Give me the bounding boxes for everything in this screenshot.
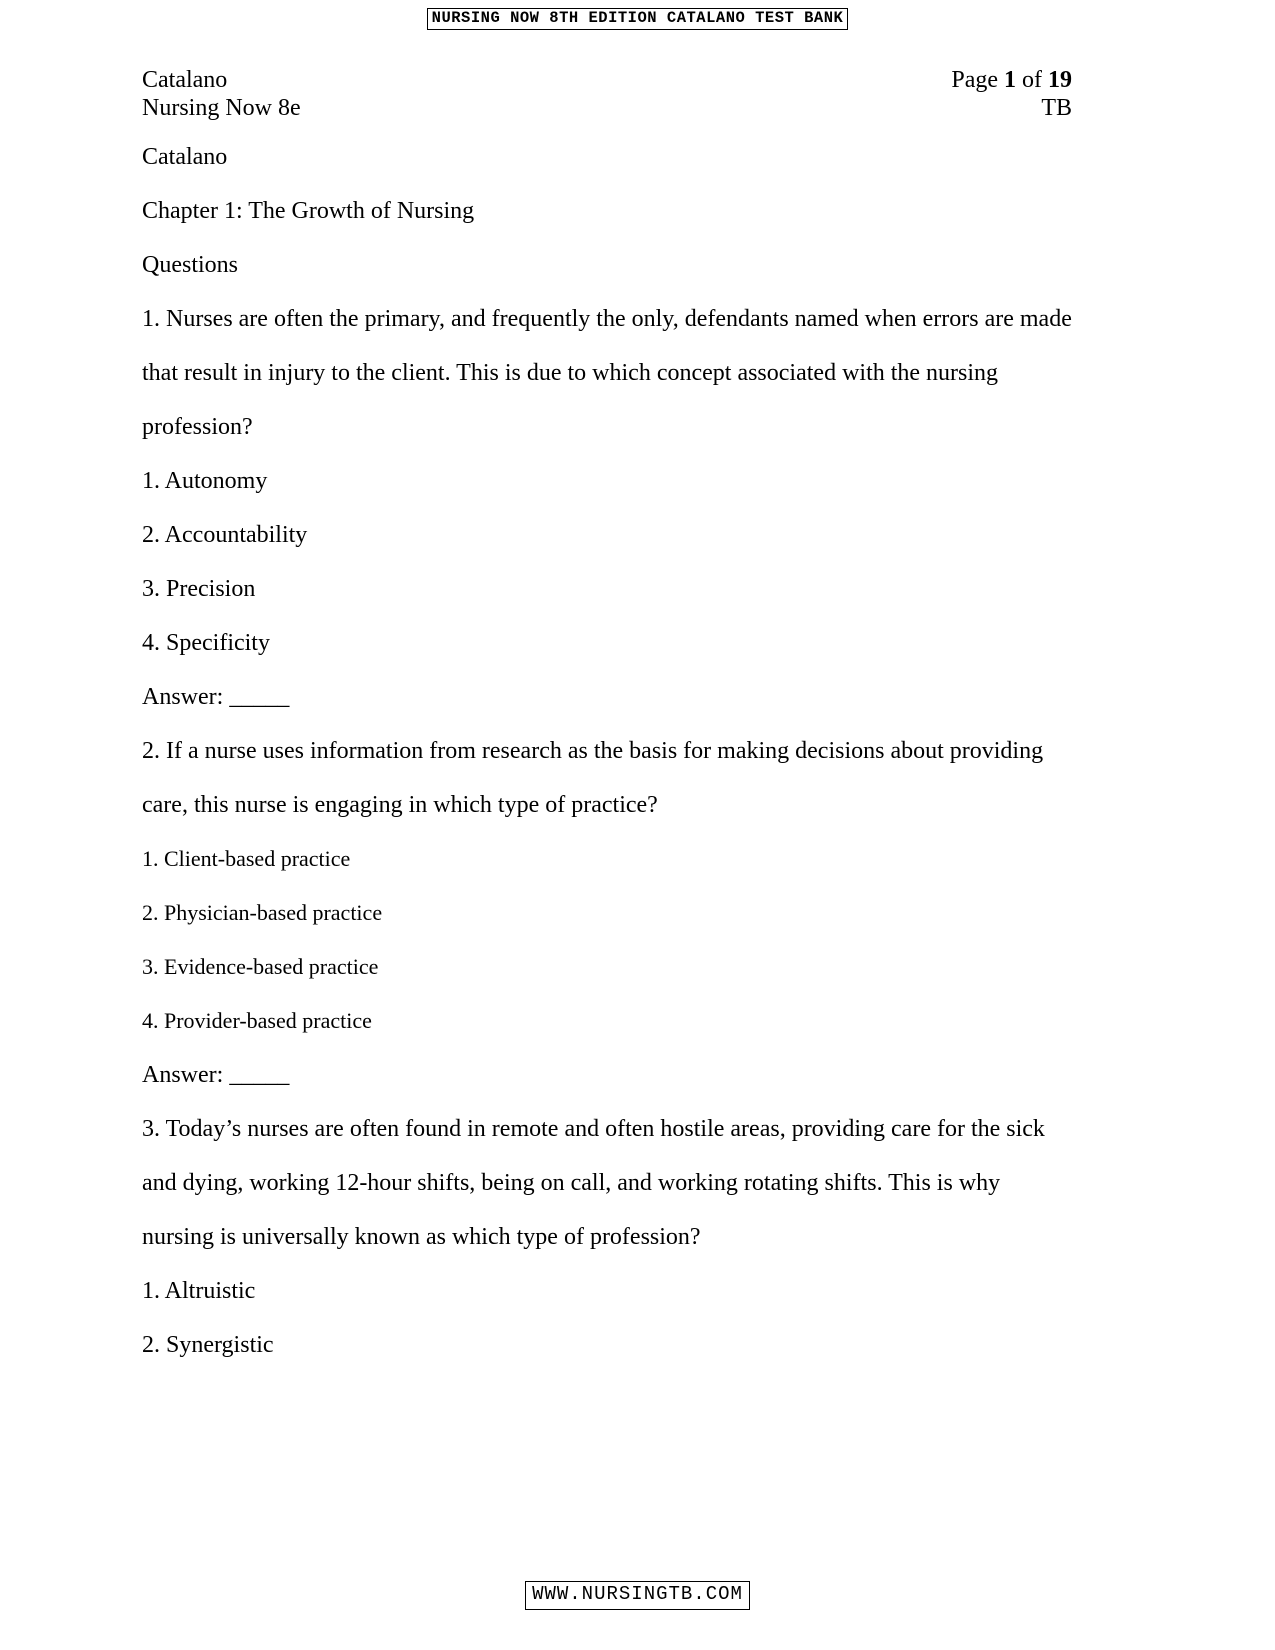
question-2-stem: 2. If a nurse uses information from research as the basis for making decisions about providing care, this nurse is engaging in which type of practice? (142, 738, 1044, 818)
header-row-2 (142, 94, 1072, 122)
question-3-option-2: 2. Synergistic (142, 1332, 274, 1358)
top-banner-text: NURSING NOW 8TH EDITION CATALANO TEST BANK (427, 8, 849, 30)
top-banner (0, 8, 1275, 30)
question-2-option-4: 4. Provider-based practice (142, 1008, 372, 1033)
question-1-option-2: 2. Accountability (142, 522, 308, 548)
question-1-option-4: 4. Specificity (142, 630, 270, 656)
question-1-option-3: 3. Precision (142, 576, 256, 602)
question-3-option-1: 1. Altruistic (142, 1278, 256, 1304)
page-total: 19 (1048, 67, 1072, 93)
header-doctype: TB (1041, 95, 1072, 121)
page-prefix: Page (951, 67, 1004, 93)
header-author: Catalano (142, 67, 228, 93)
question-2-answer-line: Answer: _____ (142, 1062, 290, 1088)
chapter-title: Chapter 1: The Growth of Nursing (142, 198, 475, 224)
footer (0, 1581, 1275, 1610)
document-body (142, 66, 1072, 1372)
page-number: 1 (1004, 67, 1016, 93)
header-booktitle: Nursing Now 8e (142, 95, 301, 121)
question-2-option-3: 3. Evidence-based practice (142, 954, 379, 979)
question-2-option-2: 2. Physician-based practice (142, 900, 383, 925)
footer-url[interactable]: WWW.NURSINGTB.COM (525, 1581, 750, 1610)
page-indicator (951, 66, 1072, 94)
author-repeat: Catalano (142, 144, 228, 170)
question-1-answer-line: Answer: _____ (142, 684, 290, 710)
section-title: Questions (142, 252, 238, 278)
question-1-stem: 1. Nurses are often the primary, and frequently the only, defendants named when errors are made that result in injury to the client. This is due to which concept associated with the nursing profession? (142, 306, 1072, 440)
question-2-option-1: 1. Client-based practice (142, 846, 351, 871)
header-row-1 (142, 66, 1072, 94)
question-1-option-1: 1. Autonomy (142, 468, 268, 494)
question-3-stem: 3. Today’s nurses are often found in remote and often hostile areas, providing care for the sick and dying, working 12-hour shifts, being on call, and working rotating shifts. This is why nursing is universally known as which type of profession? (142, 1116, 1045, 1250)
page-middle: of (1016, 67, 1048, 93)
